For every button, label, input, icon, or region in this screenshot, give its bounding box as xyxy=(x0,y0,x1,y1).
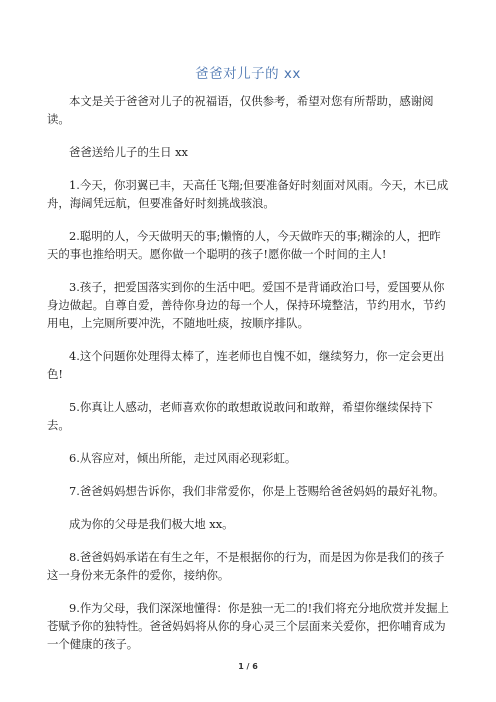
paragraph-7b: 成为你的父母是我们极大地 xx。 xyxy=(69,517,234,531)
paragraph-intro: 本文是关于爸爸对儿子的祝福语，仅供参考，希望对您有所帮助，感谢阅读。 xyxy=(47,94,434,126)
paragraph-9: 9.作为父母，我们深深地懂得：你是独一无二的!我们将充分地欣赏并发掘上苍赋予你的独特性。爸爸妈妈将从你的身心灵三个层面来关爱你，把你哺育成为一个健康的孩子。 xyxy=(47,601,449,651)
paragraph-2: 2.聪明的人，今天做明天的事;懒惰的人，今天做昨天的事;糊涂的人，把昨天的事也推给明天。愿你做一个聪明的孩子!愿你做一个时间的主人! xyxy=(47,229,441,261)
paragraph-7: 7.爸爸妈妈想告诉你，我们非常爱你，你是上苍赐给爸爸妈妈的最好礼物。 xyxy=(69,484,445,498)
document-body xyxy=(47,92,451,668)
paragraph-4: 4.这个问题你处理得太棒了，连老师也自愧不如，继续努力，你一定会更出色! xyxy=(47,349,445,381)
paragraph-3: 3.孩子，把爱国落实到你的生活中吧。爱国不是背诵政治口号，爱国要从你身边做起。自尊自爱，善待你身边的每一个人，保持环境整洁，节约用水，节约用电，上完厕所要冲洗，不随地吐痰，按顺序排队。 xyxy=(47,280,446,330)
paragraph-8: 8.爸爸妈妈承诺在有生之年，不是根据你的行为，而是因为你是我们的孩子这一身份来无条件的爱你，接纳你。 xyxy=(47,550,445,582)
paragraph-heading: 爸爸送给儿子的生日 xx xyxy=(69,145,188,159)
paragraph-6: 6.从容应对，倾出所能，走过风雨必现彩虹。 xyxy=(69,451,297,465)
page-number: 1 / 6 xyxy=(238,662,258,671)
paragraph-5: 5.你真让人感动，老师喜欢你的敢想敢说敢问和敢辩，希望你继续保持下去。 xyxy=(47,400,433,432)
document-title: 爸爸对儿子的 xx xyxy=(195,66,301,82)
paragraph-1: 1.今天，你羽翼已丰，天高任飞翔;但要准备好时刻面对风雨。今天，木已成舟，海阔凭远航，但要准备好时刻挑战骇浪。 xyxy=(47,178,449,210)
